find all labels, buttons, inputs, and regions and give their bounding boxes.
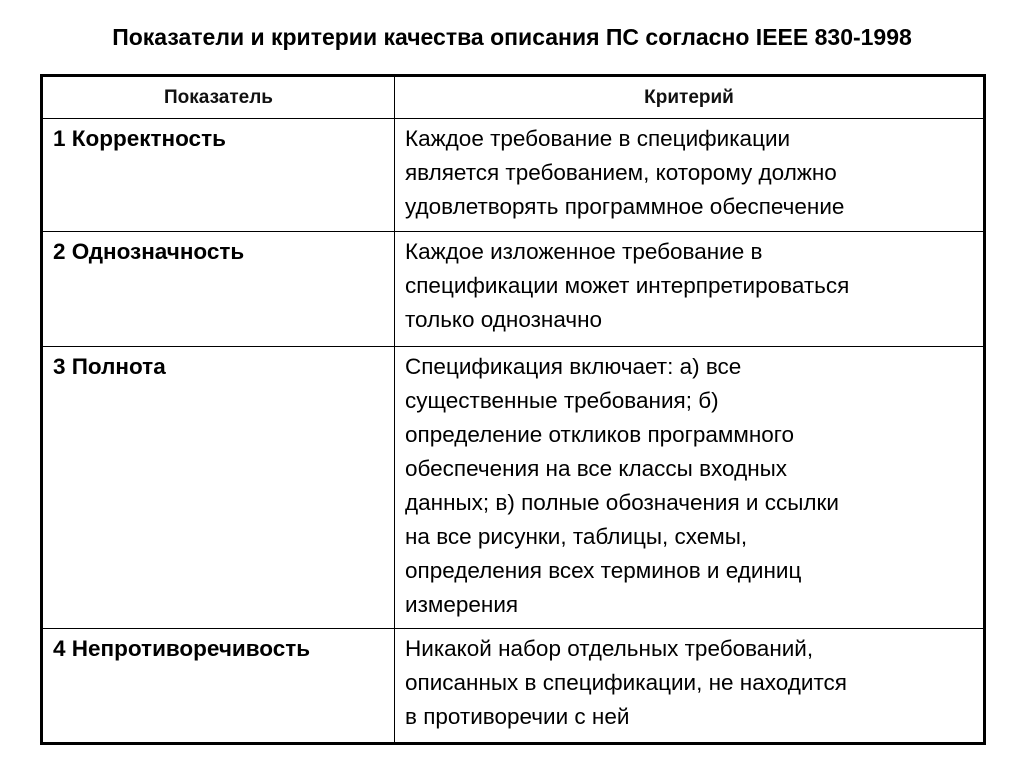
table-row xyxy=(42,629,985,744)
header-criterion: Критерий xyxy=(395,76,985,119)
slide-title: Показатели и критерии качества описания ПС согласно IEEE 830-1998 xyxy=(112,24,912,50)
table-row xyxy=(42,347,985,629)
criterion-line: существенные требования; б) xyxy=(405,388,719,413)
quality-criteria-table xyxy=(40,74,986,745)
criterion-line: измерения xyxy=(405,592,519,617)
criterion-line: в противоречии с ней xyxy=(405,704,630,729)
criterion-cell xyxy=(395,232,985,347)
criterion-line: Каждое изложенное требование в xyxy=(405,239,763,264)
indicator-cell: 1 Корректность xyxy=(42,119,395,232)
criterion-line: Спецификация включает: а) все xyxy=(405,354,742,379)
indicator-cell: 3 Полнота xyxy=(42,347,395,629)
criterion-line: только однозначно xyxy=(405,307,603,332)
criterion-line: описанных в спецификации, не находится xyxy=(405,670,847,695)
header-indicator: Показатель xyxy=(42,76,395,119)
table-header-row xyxy=(42,76,985,119)
indicator-cell: 4 Непротиворечивость xyxy=(42,629,395,744)
criterion-line: определения всех терминов и единиц xyxy=(405,558,802,583)
criterion-cell xyxy=(395,119,985,232)
criterion-line: на все рисунки, таблицы, схемы, xyxy=(405,524,748,549)
indicator-cell: 2 Однозначность xyxy=(42,232,395,347)
criterion-line: Каждое требование в спецификации xyxy=(405,126,791,151)
criterion-line: Никакой набор отдельных требований, xyxy=(405,636,814,661)
criterion-cell xyxy=(395,347,985,629)
criterion-line: спецификации может интерпретироваться xyxy=(405,273,850,298)
criterion-line: обеспечения на все классы входных xyxy=(405,456,788,481)
criterion-line: удовлетворять программное обеспечение xyxy=(405,194,845,219)
criterion-line: определение откликов программного xyxy=(405,422,795,447)
table-row xyxy=(42,119,985,232)
criterion-line: данных; в) полные обозначения и ссылки xyxy=(405,490,839,515)
criterion-cell xyxy=(395,629,985,744)
table-row xyxy=(42,232,985,347)
criterion-line: является требованием, которому должно xyxy=(405,160,837,185)
